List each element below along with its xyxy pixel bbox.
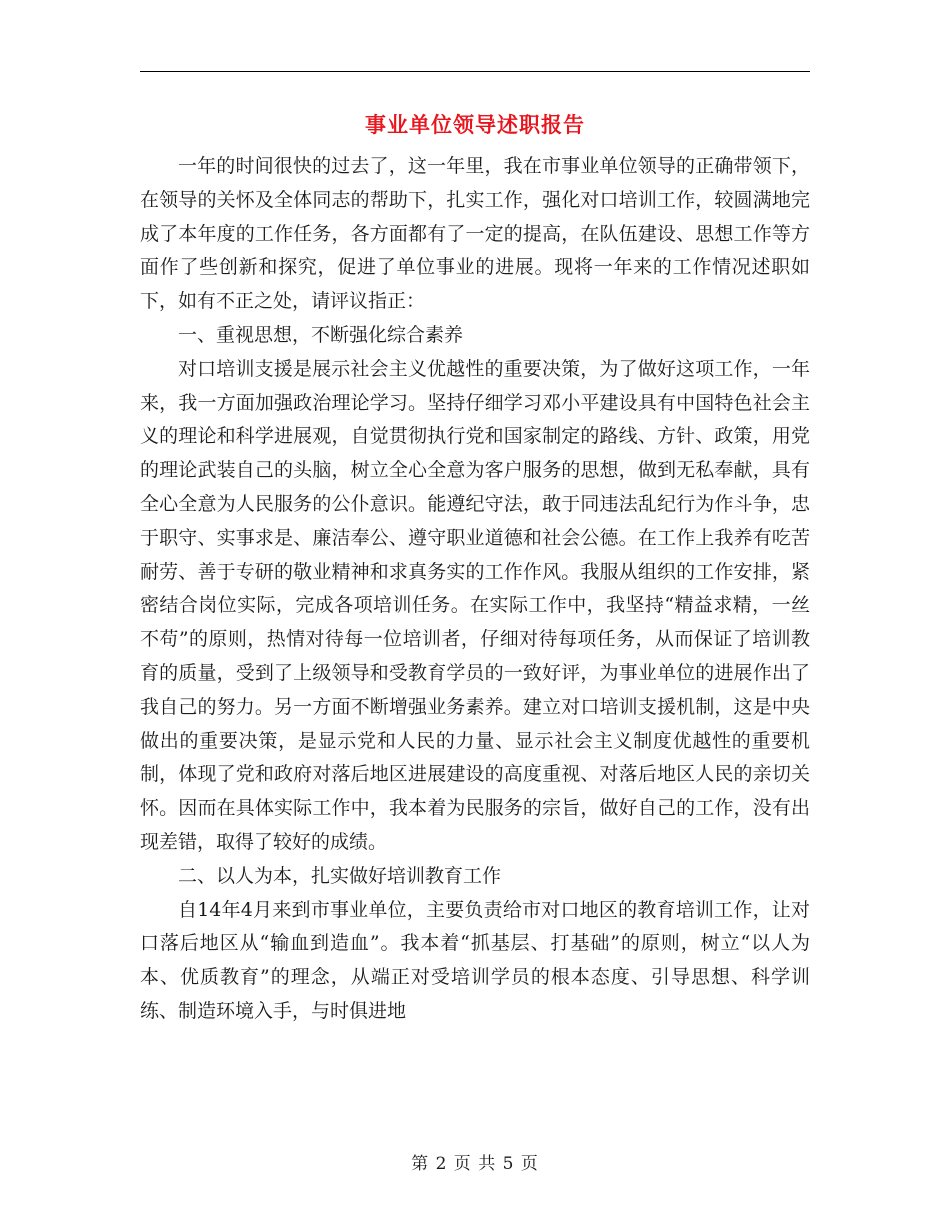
- body-paragraph: 自14年4月来到市事业单位，主要负责给市对口地区的教育培训工作，让对口落后地区从“输血到造血”。我本着“抓基层、打基础”的原则，树立“以人为本、优质教育”的理念，从端正对受培训学员的根本态度、引导思想、科学训练、制造环境入手，与时俱进地: [140, 898, 810, 1022]
- section-heading: 二、以人为本，扎实做好培训教育工作: [178, 864, 502, 887]
- header-rule: [140, 71, 810, 72]
- section-heading: 一、重视思想，不断强化综合素养: [178, 323, 464, 346]
- page-number-footer: 第 2 页 共 5 页: [411, 1154, 539, 1174]
- document-body: [140, 150, 810, 1029]
- document-title: 事业单位领导述职报告: [365, 112, 585, 137]
- body-paragraph: 对口培训支援是展示社会主义优越性的重要决策，为了做好这项工作，一年来，我一方面加强政治理论学习。坚持仔细学习邓小平建设具有中国特色社会主义的理论和科学进展观，自觉贯彻执行党和国家制定的路线、方针、政策，用党的理论武装自己的头脑，树立全心全意为客户服务的思想，做到无私奉献，具有全心全意为人民服务的公仆意识。能遵纪守法，敢于同违法乱纪行为作斗争，忠于职守、实事求是、廉洁奉公、遵守职业道德和社会公德。在工作上我养有吃苦耐劳、善于专研的敬业精神和求真务实的工作作风。我服从组织的工作安排，紧密结合岗位实际，完成各项培训任务。在实际工作中，我坚持“精益求精，一丝不苟”的原则，热情对待每一位培训者，仔细对待每项任务，从而保证了培训教育的质量，受到了上级领导和受教育学员的一致好评，为事业单位的进展作出了我自己的努力。另一方面不断增强业务素养。建立对口培训支援机制，这是中央做出的重要决策，是显示党和人民的力量、显示社会主义制度优越性的重要机制，体现了党和政府对落后地区进展建设的高度重视、对落后地区人民的亲切关怀。因而在具体实际工作中，我本着为民服务的宗旨，做好自己的工作，没有出现差错，取得了较好的成绩。: [140, 357, 810, 853]
- body-paragraph: 一年的时间很快的过去了，这一年里，我在市事业单位领导的正确带领下，在领导的关怀及全体同志的帮助下，扎实工作，强化对口培训工作，较圆满地完成了本年度的工作任务，各方面都有了一定的提高，在队伍建设、思想工作等方面作了些创新和探究，促进了单位事业的进展。现将一年来的工作情况述职如下，如有不正之处，请评议指正：: [140, 155, 810, 313]
